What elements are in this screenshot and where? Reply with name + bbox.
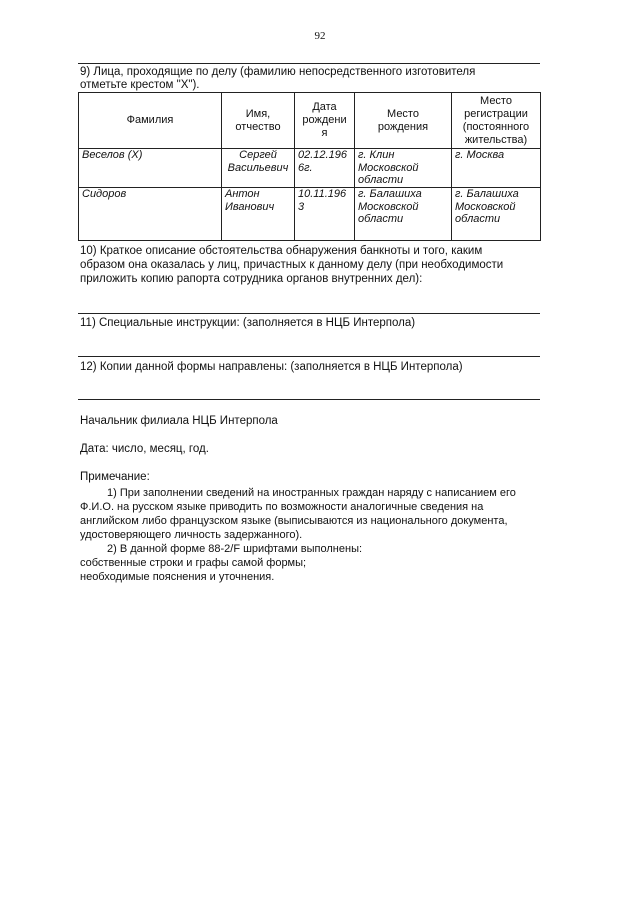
cell-line: Васильевич (227, 161, 289, 174)
cell-name (222, 149, 295, 188)
persons-table (78, 92, 541, 241)
cell-birth-place (355, 188, 452, 241)
header-birth-date-line: рождени (302, 114, 347, 126)
section-10-line-3: приложить копию рапорта сотрудника органов внутренних дел): (80, 273, 423, 285)
note-line: 1) При заполнении сведений на иностранных граждан наряду с написанием его (107, 487, 516, 499)
section-11: 11) Специальные инструкции: (заполняется в НЦБ Интерпола) (80, 317, 416, 329)
header-surname: Фамилия (79, 93, 222, 149)
cell-line: г. Москва (455, 149, 505, 161)
header-birth-date-line: я (321, 127, 328, 139)
cell-line: Московской (358, 161, 419, 174)
cell-line: Иванович (225, 200, 275, 213)
section-12: 12) Копии данной формы направлены: (заполняется в НЦБ Интерпола) (80, 361, 463, 373)
cell-line: г. Балашиха (455, 188, 519, 200)
header-registration (452, 93, 541, 149)
header-birth-date (295, 93, 355, 149)
header-registration-line: жительства) (464, 133, 528, 146)
header-name-line: отчество (235, 120, 281, 133)
cell-line: г. Балашиха (358, 188, 422, 200)
note-line: необходимые пояснения и уточнения. (80, 571, 275, 583)
section-11-fill-rule (78, 356, 540, 357)
cell-line: 10.11.196 (298, 188, 347, 200)
header-registration-line: регистрации (464, 107, 528, 120)
cell-line: области (358, 174, 404, 186)
cell-line: Антон (225, 188, 260, 200)
cell-line: области (455, 213, 501, 225)
section-9-line-1: 9) Лица, проходящие по делу (фамилию непосредственного изготовителя (80, 66, 476, 78)
header-registration-line: (постоянного (462, 120, 530, 133)
cell-birth-date (295, 188, 355, 241)
header-registration-line: Место (480, 94, 512, 107)
notes-title: Примечание: (80, 471, 150, 483)
cell-line: 6г. (298, 161, 313, 174)
page-number: 92 (314, 30, 326, 42)
cell-birth-date (295, 149, 355, 188)
cell-surname: Сидоров (79, 188, 222, 241)
cell-registration (452, 188, 541, 241)
signature-title: Начальник филиала НЦБ Интерпола (80, 415, 278, 427)
cell-birth-place (355, 149, 452, 188)
cell-line: Сергей (239, 149, 277, 161)
cell-line: области (358, 213, 404, 225)
date-line: Дата: число, месяц, год. (80, 443, 209, 455)
table-header-row (79, 93, 541, 149)
section-12-fill-rule (78, 399, 540, 400)
section-10-line-1: 10) Краткое описание обстоятельства обнаружения банкноты и того, каким (80, 245, 483, 257)
header-birth-place (355, 93, 452, 149)
section-9-line-2: отметьте крестом "X"). (80, 79, 200, 91)
cell-surname: Веселов (X) (79, 149, 222, 188)
header-birth-date-line: Дата (312, 101, 337, 113)
cell-line: Московской (455, 200, 516, 213)
header-name (222, 93, 295, 149)
cell-name (222, 188, 295, 241)
cell-registration (452, 149, 541, 188)
header-name-line: Имя, (245, 107, 271, 120)
cell-line: 02.12.196 (298, 149, 347, 161)
note-line: удостоверяющего личность задержанного). (80, 529, 303, 541)
table-row (79, 149, 541, 188)
note-line: 2) В данной форме 88-2/F шрифтами выполнены: (107, 543, 363, 555)
note-line: Ф.И.О. на русском языке приводить по возможности аналогичные сведения на (80, 501, 484, 513)
cell-line: 3 (298, 200, 305, 213)
note-line: собственные строки и графы самой формы; (80, 557, 307, 569)
cell-line: г. Клин (358, 149, 395, 161)
header-birth-place-line: Место (387, 107, 419, 120)
cell-line: Московской (358, 200, 419, 213)
note-line: английском либо французском языке (выписываются из национального документа, (80, 515, 508, 527)
section-10-fill-rule (78, 313, 540, 314)
header-birth-place-line: рождения (377, 120, 429, 133)
table-row (79, 188, 541, 241)
section-10-line-2: образом она оказалась у лиц, причастных к данному делу (при необходимости (80, 259, 504, 271)
top-rule (78, 63, 540, 64)
